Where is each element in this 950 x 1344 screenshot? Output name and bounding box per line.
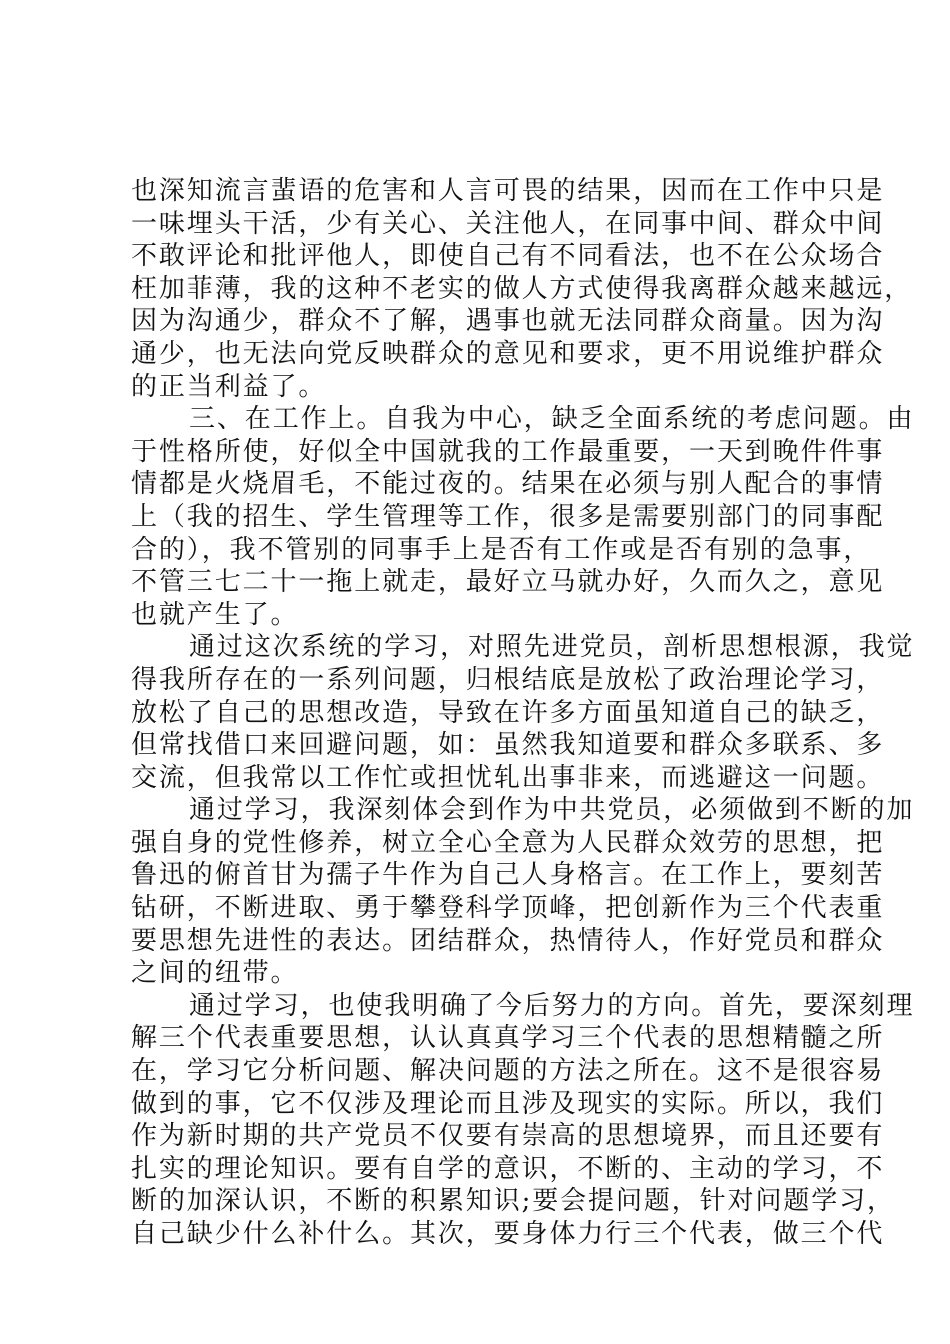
text-line: 得我所存在的一系列问题，归根结底是放松了政治理论学习， (131, 664, 885, 695)
text-line: 要思想先进性的表达。团结群众，热情待人，作好党员和群众 (131, 925, 885, 956)
text-line: 解三个代表重要思想，认认真真学习三个代表的思想精髓之所 (131, 1023, 885, 1054)
text-line: 但常找借口来回避问题，如：虽然我知道要和群众多联系、多 (131, 730, 885, 761)
text-line: 因为沟通少，群众不了解，遇事也就无法同群众商量。因为沟 (131, 306, 885, 337)
text-line: 也深知流言蜚语的危害和人言可畏的结果，因而在工作中只是 (131, 176, 885, 206)
text-line: 一味埋头干活，少有关心、关注他人，在同事中间、群众中间 (131, 208, 885, 239)
document-page (131, 175, 915, 1251)
text-line: 交流，但我常以工作忙或担忧轧出事非来，而逃避这一问题。 (131, 762, 885, 793)
text-line: 的正当利益了。 (131, 371, 327, 402)
text-line: 合的），我不管别的同事手上是否有工作或是否有别的急事， (131, 534, 872, 565)
text-line: 鲁迅的俯首甘为孺子牛作为自己人身格言。在工作上，要刻苦 (131, 860, 885, 891)
text-line: 情都是火烧眉毛，不能过夜的。结果在必须与别人配合的事情 (131, 469, 885, 500)
text-line: 通少，也无法向党反映群众的意见和要求，更不用说维护群众 (131, 338, 885, 369)
text-line: 于性格所使，好似全中国就我的工作最重要，一天到晚件件事 (131, 436, 885, 467)
paragraph-start-line: 通过这次系统的学习，对照先进党员，剖析思想根源，我觉 (189, 632, 915, 663)
text-line: 作为新时期的共产党员不仅要有崇高的思想境界，而且还要有 (131, 1121, 885, 1152)
text-line: 做到的事，它不仅涉及理论而且涉及现实的实际。所以，我们 (131, 1088, 885, 1119)
paragraph-start-line: 三、在工作上。自我为中心，缺乏全面系统的考虑问题。由 (189, 404, 915, 435)
text-line: 之间的纽带。 (131, 958, 299, 989)
text-line: 在，学习它分析问题、解决问题的方法之所在。这不是很容易 (131, 1056, 885, 1087)
paragraph-start-line: 通过学习，也使我明确了今后努力的方向。首先，要深刻理 (189, 990, 915, 1021)
text-line: 强自身的党性修养，树立全心全意为人民群众效劳的思想，把 (131, 827, 885, 858)
text-line: 也就产生了。 (131, 599, 299, 630)
text-line: 断的加深认识，不断的积累知识;要会提问题，针对问题学习， (131, 1186, 895, 1217)
text-line: 自己缺少什么补什么。其次，要身体力行三个代表，做三个代 (131, 1219, 885, 1249)
text-line: 不敢评论和批评他人，即使自己有不同看法，也不在公众场合 (131, 241, 885, 272)
paragraph-start-line: 通过学习，我深刻体会到作为中共党员，必须做到不断的加 (189, 795, 915, 826)
text-line: 上（我的招生、学生管理等工作，很多是需要别部门的同事配 (131, 501, 885, 532)
text-line: 枉加菲薄，我的这种不老实的做人方式使得我离群众越来越远， (131, 273, 913, 304)
text-line: 放松了自己的思想改造，导致在许多方面虽知道自己的缺乏， (131, 697, 885, 728)
text-line: 不管三七二十一拖上就走，最好立马就办好，久而久之，意见 (131, 567, 885, 598)
text-line: 钻研，不断进取、勇于攀登科学顶峰，把创新作为三个代表重 (131, 893, 885, 924)
text-line: 扎实的理论知识。要有自学的意识，不断的、主动的学习，不 (131, 1153, 885, 1184)
